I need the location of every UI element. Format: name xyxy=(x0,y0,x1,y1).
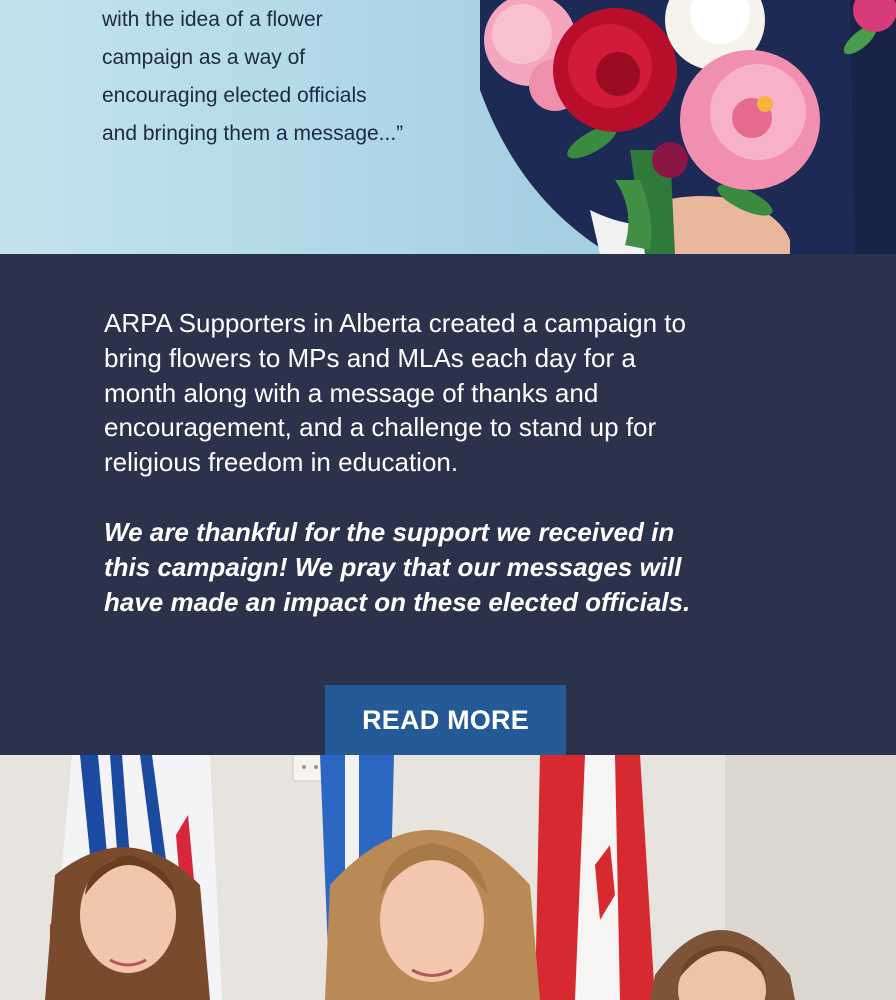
thank-you-message xyxy=(104,515,784,619)
quote-line: with the idea of a flower xyxy=(102,8,323,31)
thank-you-line: this campaign! We pray that our messages will xyxy=(104,551,682,582)
three-women-with-flags-image xyxy=(0,755,896,1000)
quote-line: campaign as a way of xyxy=(102,46,306,69)
group-photo xyxy=(0,755,896,1000)
description-line: month along with a message of thanks and xyxy=(104,377,599,408)
description-line: ARPA Supporters in Alberta created a campaign to xyxy=(104,308,686,338)
campaign-band xyxy=(0,254,896,755)
quote-line: and bringing them a message...” xyxy=(102,122,404,145)
thank-you-line: have made an impact on these elected officials. xyxy=(104,586,691,617)
hero-banner xyxy=(0,0,896,254)
hero-quote xyxy=(102,1,462,153)
description-line: religious freedom in education. xyxy=(104,447,459,478)
description-line: bring flowers to MPs and MLAs each day for a xyxy=(104,342,636,373)
thank-you-line: We are thankful for the support we received in xyxy=(104,517,675,547)
quote-line: encouraging elected officials xyxy=(102,84,367,107)
campaign-description xyxy=(104,306,764,480)
description-line: encouragement, and a challenge to stand up for xyxy=(104,412,657,443)
read-more-button[interactable]: READ MORE xyxy=(325,685,566,755)
flower-bouquet-image xyxy=(460,0,896,254)
